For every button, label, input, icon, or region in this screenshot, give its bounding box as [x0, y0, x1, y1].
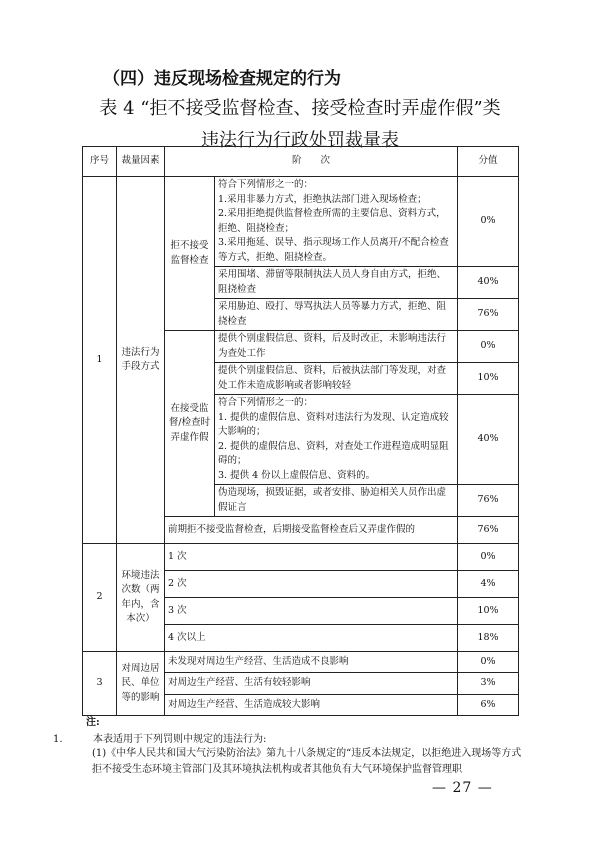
g1-combined-text: 前期拒不接受监督检查，后期接受监督检查后又弄虚作假的: [165, 517, 458, 544]
header-factor: 裁量因素: [117, 147, 165, 177]
g1a-r3-score: 76%: [458, 299, 519, 331]
g1b-r3-text: 符合下列情形之一的： 1. 提供的虚假信息、资料对违法行为发现、认定造成较大影响的； 2. 提供的虚假信息、资料，对查处工作进程造成明显阻碍的； 3. 提供 4 份以上虚假信息、资料的。: [215, 395, 458, 485]
g2-r2-text: 2 次: [165, 571, 458, 598]
g1-sub-b-label: 在接受监督/检查时弄虚作假: [165, 331, 215, 517]
g3-r3-score: 6%: [458, 695, 519, 716]
g3-r3-text: 对周边生产经营、生活造成较大影响: [165, 695, 458, 716]
table-title-line2: 违法行为行政处罚裁量表: [201, 130, 399, 151]
g1a-r3-text: 采用胁迫、殴打、辱骂执法人员等暴力方式，拒绝、阻挠检查: [215, 299, 458, 331]
g1b-r4-text: 伪造现场，损毁证据，或者安排、胁迫相关人员作出虚假证言: [215, 485, 458, 517]
g3-r1-text: 未发现对周边生产经营、生活造成不良影响: [165, 652, 458, 673]
g1a-r2-text: 采用围堵、滞留等限制执法人员人身自由方式，拒绝、阻挠检查: [215, 267, 458, 299]
g2-r3-score: 10%: [458, 598, 519, 625]
g1b-r3-score: 40%: [458, 395, 519, 485]
g2-seq: 2: [83, 544, 117, 652]
page-number: — 27 —: [432, 780, 493, 796]
g3-r1-score: 0%: [458, 652, 519, 673]
g3-r2-score: 3%: [458, 673, 519, 695]
g1-combined-score: 76%: [458, 517, 519, 544]
g1b-r2-text: 提供个别虚假信息、资料，后被执法部门等发现，对查处工作未造成影响或者影响较轻: [215, 363, 458, 395]
g3-factor: 对周边居民、单位等的影响: [117, 652, 165, 716]
table-row: [83, 177, 519, 267]
g1-seq: 1: [83, 177, 117, 544]
header-row: [83, 147, 519, 177]
g1-factor: 违法行为手段方式: [117, 177, 165, 544]
table-row: [83, 544, 519, 571]
penalty-discretion-table: [82, 146, 519, 716]
g1b-r1-text: 提供个别虚假信息、资料，后及时改正，未影响违法行为查处工作: [215, 331, 458, 363]
g2-r1-score: 0%: [458, 544, 519, 571]
g1b-r2-score: 10%: [458, 363, 519, 395]
note-item-1-sub: (1)《中华人民共和国大气污染防治法》第九十八条规定的“违反本法规定，以拒绝进入现场等方式拒不接受生态环境主管部门及其环境执法机构或者其他负有大气环境保护监督管理职: [92, 748, 522, 775]
g2-r4-score: 18%: [458, 625, 519, 652]
g1b-r4-score: 76%: [458, 485, 519, 517]
note-item-1-text: 本表适用于下列罚则中规定的违法行为:: [93, 734, 267, 745]
note-item-1-number: 1.: [53, 734, 63, 745]
g2-r4-text: 4 次以上: [165, 625, 458, 652]
notes-label: 注:: [86, 717, 100, 728]
section-title: （四）违反现场检查规定的行为: [103, 69, 341, 89]
table-row: [83, 652, 519, 673]
g2-r3-text: 3 次: [165, 598, 458, 625]
g2-factor: 环境违法次数（两年内，含本次）: [117, 544, 165, 652]
header-seq: 序号: [83, 147, 117, 177]
g1a-r2-score: 40%: [458, 267, 519, 299]
g1-sub-a-label: 拒不接受监督检查: [165, 177, 215, 331]
g3-r2-text: 对周边生产经营、生活有较轻影响: [165, 673, 458, 695]
g2-r2-score: 4%: [458, 571, 519, 598]
header-score: 分值: [458, 147, 519, 177]
note-item-1: [53, 730, 266, 745]
table-title-line1: 表 4 “拒不接受监督检查、接受检查时弄虚作假”类: [99, 98, 501, 119]
g2-r1-text: 1 次: [165, 544, 458, 571]
header-level: 阶 次: [165, 147, 458, 177]
g1a-r1-score: 0%: [458, 177, 519, 267]
g1b-r1-score: 0%: [458, 331, 519, 363]
g1a-r1-text: 符合下列情形之一的： 1.采用非暴力方式，拒绝执法部门进入现场检查； 2.采用拒绝提供监督检查所需的主要信息、资料方式，拒绝、阻挠检查； 3.采用拖延、误导、指示现场工作人员离开/不配合检查等方式，拒绝、阻挠检查。: [215, 177, 458, 267]
g3-seq: 3: [83, 652, 117, 716]
